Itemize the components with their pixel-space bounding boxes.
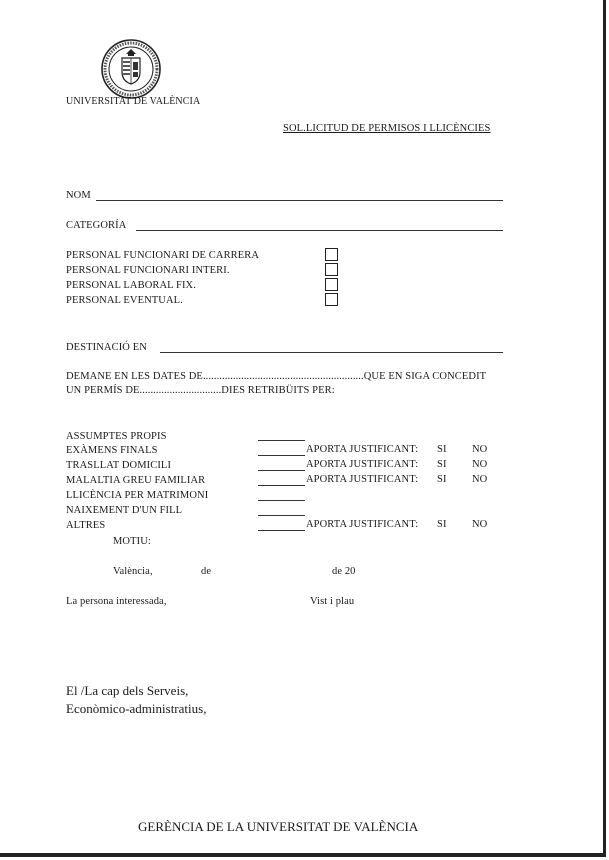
motiu-label: MOTIU: (113, 536, 151, 547)
head-of-services-line-1: El /La cap dels Serveis, (66, 683, 189, 698)
justificant-si[interactable]: SI (437, 474, 447, 485)
form-title: SOL.LICITUD DE PERMISOS I LLICÈNCIES (283, 123, 491, 134)
checkbox-funcionari-carrera[interactable] (325, 248, 338, 261)
justificant-no[interactable]: NO (472, 459, 488, 470)
leave-type-label: NAIXEMENT D'UN FILL (66, 505, 183, 516)
categoria-label: CATEGORÍA (66, 220, 127, 231)
footer-gerencia: GERÈNCIA DE LA UNIVERSITAT DE VALÈNCIA (138, 819, 419, 834)
nom-label: NOM (66, 190, 91, 201)
personnel-type-label: PERSONAL EVENTUAL. (66, 295, 183, 306)
justificant-label: APORTA JUSTIFICANT: (306, 474, 419, 485)
request-granted-label: QUE EN SIGA CONCEDIT (363, 371, 487, 382)
days-dotted-field[interactable]: .............................. (139, 385, 222, 396)
leave-type-label: ASSUMPTES PROPIS (66, 431, 167, 442)
leave-type-label: ALTRES (66, 520, 106, 531)
justificant-no[interactable]: NO (472, 519, 488, 530)
head-of-services-line-2: Econòmico-administratius, (66, 701, 207, 716)
justificant-label: APORTA JUSTIFICANT: (306, 444, 419, 455)
request-line-1 (66, 371, 486, 382)
justificant-label: APORTA JUSTIFICANT: (306, 459, 419, 470)
nom-field[interactable] (96, 200, 503, 201)
personnel-type-label: PERSONAL LABORAL FIX. (66, 280, 196, 291)
university-seal-logo (100, 38, 162, 100)
signature-interested: La persona interessada, (66, 596, 167, 607)
checkbox-funcionari-interi[interactable] (325, 263, 338, 276)
leave-type-field[interactable] (258, 500, 305, 501)
date-place: València, (113, 566, 153, 577)
leave-type-label: TRASLLAT DOMICILI (66, 460, 172, 471)
destinacio-field[interactable] (160, 352, 503, 353)
leave-type-field[interactable] (258, 470, 305, 471)
leave-type-label: LLICÈNCIA PER MATRIMONI (66, 490, 209, 501)
permit-days-label: UN PERMÍS DE (66, 385, 140, 396)
leave-type-label: EXÀMENS FINALS (66, 445, 158, 456)
justificant-si[interactable]: SI (437, 519, 447, 530)
justificant-si[interactable]: SI (437, 459, 447, 470)
leave-type-field[interactable] (258, 515, 305, 516)
personnel-type-label: PERSONAL FUNCIONARI DE CARRERA (66, 250, 260, 261)
checkbox-laboral-fix[interactable] (325, 278, 338, 291)
request-dates-label: DEMANE EN LES DATES DE (66, 371, 203, 382)
justificant-no[interactable]: NO (472, 444, 488, 455)
destinacio-label: DESTINACIÓ EN (66, 342, 147, 353)
date-de: de (201, 566, 212, 577)
justificant-no[interactable]: NO (472, 474, 488, 485)
categoria-field[interactable] (136, 230, 503, 231)
signature-approval: Vist i plau (310, 596, 355, 607)
leave-type-field[interactable] (258, 455, 305, 456)
institution-name: UNIVERSITAT DE VALÈNCIA (66, 96, 201, 107)
justificant-si[interactable]: SI (437, 444, 447, 455)
checkbox-eventual[interactable] (325, 293, 338, 306)
justificant-label: APORTA JUSTIFICANT: (306, 519, 419, 530)
personnel-type-label: PERSONAL FUNCIONARI INTERI. (66, 265, 230, 276)
date-year: de 20 (332, 566, 356, 577)
dates-dotted-field[interactable]: ........................................................... (202, 371, 364, 382)
leave-type-field[interactable] (258, 530, 305, 531)
leave-type-label: MALALTIA GREU FAMILIAR (66, 475, 206, 486)
leave-type-field[interactable] (258, 440, 305, 441)
request-line-2 (66, 385, 335, 396)
paid-days-label: DIES RETRIBÜITS PER: (221, 385, 335, 396)
leave-type-field[interactable] (258, 485, 305, 486)
